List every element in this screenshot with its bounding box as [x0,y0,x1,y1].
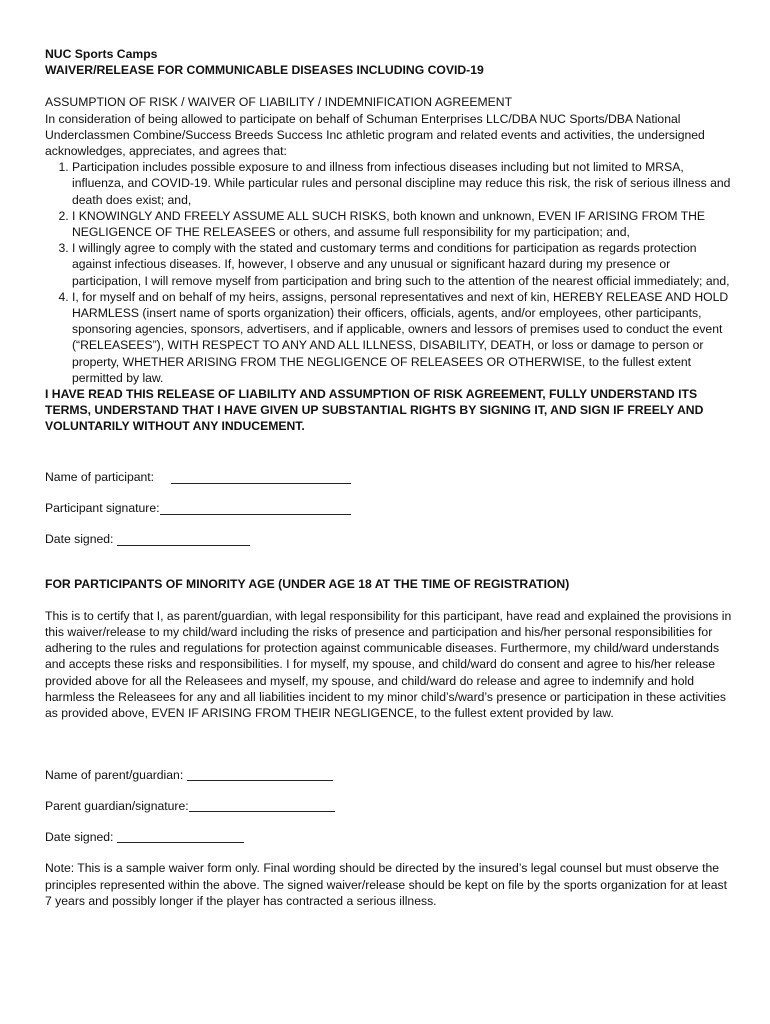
participant-date-line[interactable] [117,533,250,546]
agreement-heading: ASSUMPTION OF RISK / WAIVER OF LIABILITY / INDEMNIFICATION AGREEMENT [45,95,513,110]
minor-section-heading: FOR PARTICIPANTS OF MINORITY AGE (UNDER AGE 18 AT THE TIME OF REGISTRATION) [45,576,570,591]
guardian-name-label: Name of parent/guardian: [45,768,187,783]
agreement-item-4: 4. I, for myself and on behalf of my heirs, assigns, personal representatives and next of kin, HEREBY RELEASE AND HOLD HARMLESS (insert name of sports organization) their officers, officials, agents, and/or employees, other participants, sponsoring agencies, sponsors, advertisers, and if applicable, owners and lessors of premises used to conduct the event (“RELEASEES”), WITH RESPECT TO ANY AND ALL ILLNESS, DISABILITY, DEATH, or loss or damage to person or property, WHETHER ARISING FROM THE NEGLIGENCE OF RELEASEES OR OTHERWISE, to the fullest extent permitted by law. [72,289,735,386]
participant-date-row [45,532,735,548]
participant-name-line[interactable] [171,471,351,484]
guardian-signature-row [45,798,735,814]
disclaimer-note: Note: This is a sample waiver form only. Final wording should be directed by the insured’s legal counsel but must observe the principles represented within the above. The signed waiver/release should be kept on file by the sports organization for at least 7 years and possibly longer if the player has contracted a serious illness. [45,861,727,908]
participant-name-row [45,470,735,486]
participant-signature-line[interactable] [160,502,351,515]
spacer [45,78,735,94]
guardian-date-label: Date signed: [45,830,117,845]
agreement-list [45,159,735,386]
agreement-item-3: 3. I willingly agree to comply with the stated and customary terms and conditions for participation as regards protection against infectious diseases. If, however, I observe and any unusual or significant hazard during my presence or participation, I will remove myself from participation and bring such to the attention of the nearest official immediately; and, [72,240,735,289]
participant-signature-label: Participant signature: [45,501,160,516]
acknowledgement-statement: I HAVE READ THIS RELEASE OF LIABILITY AND ASSUMPTION OF RISK AGREEMENT, FULLY UNDERSTAND ITS TERMS, UNDERSTAND THAT I HAVE GIVEN UP SUBSTANTIAL RIGHTS BY SIGNING IT, AND SIGN IF FREELY AND VOLUNTARILY WITHOUT ANY INDUCEMENT. [45,387,704,434]
agreement-intro: In consideration of being allowed to participate on behalf of Schuman Enterprises LLC/DBA NUC Sports/DBA National Underclassmen Combine/Success Breeds Success Inc athletic program and related events and activities, the undersigned acknowledges, appreciates, and agrees that: [45,111,705,159]
participant-name-label: Name of participant: [45,470,171,485]
guardian-signature-label: Parent guardian/signature: [45,799,189,814]
guardian-name-line[interactable] [187,768,333,781]
agreement-item-2: 2. I KNOWINGLY AND FREELY ASSUME ALL SUCH RISKS, both known and unknown, EVEN IF ARISING FROM THE NEGLIGENCE OF THE RELEASEES or others, and assume full responsibility for my participation; and, [72,208,735,240]
agreement-item-1: 1. Participation includes possible exposure to and illness from infectious diseases including but not limited to MRSA, influenza, and COVID-19. While particular rules and personal discipline may reduce this risk, the risk of serious illness and death does exist; and, [72,159,735,208]
guardian-date-row [45,829,735,845]
participant-date-label: Date signed: [45,532,117,547]
document-title: WAIVER/RELEASE FOR COMMUNICABLE DISEASES INCLUDING COVID-19 [45,63,484,78]
participant-signature-row [45,501,735,517]
guardian-date-line[interactable] [117,830,244,843]
guardian-signature-block [45,767,735,845]
org-name: NUC Sports Camps [45,47,158,61]
waiver-document [45,46,735,909]
participant-signature-block [45,470,735,548]
guardian-name-row [45,767,735,783]
minor-certification-text: This is to certify that I, as parent/guardian, with legal responsibility for this participant, have read and explained the provisions in this waiver/release to my child/ward including the risks of presence and participation and his/her personal responsibilities for adhering to the rules and regulations for protection against communicable diseases. Furthermore, my child/ward understands and accepts these risks and responsibilities. I for myself, my spouse, and child/ward do consent and agree to his/her release provided above for all the Releasees and myself, my spouse, and child/ward do release and agree to indemnify and hold harmless the Releasees for any and all liabilities incident to my minor child’s/ward’s presence or participation in these activities as provided above, EVEN IF ARISING FROM THEIR NEGLIGENCE, to the fullest extent provided by law. [45,608,732,721]
guardian-signature-line[interactable] [189,799,335,812]
